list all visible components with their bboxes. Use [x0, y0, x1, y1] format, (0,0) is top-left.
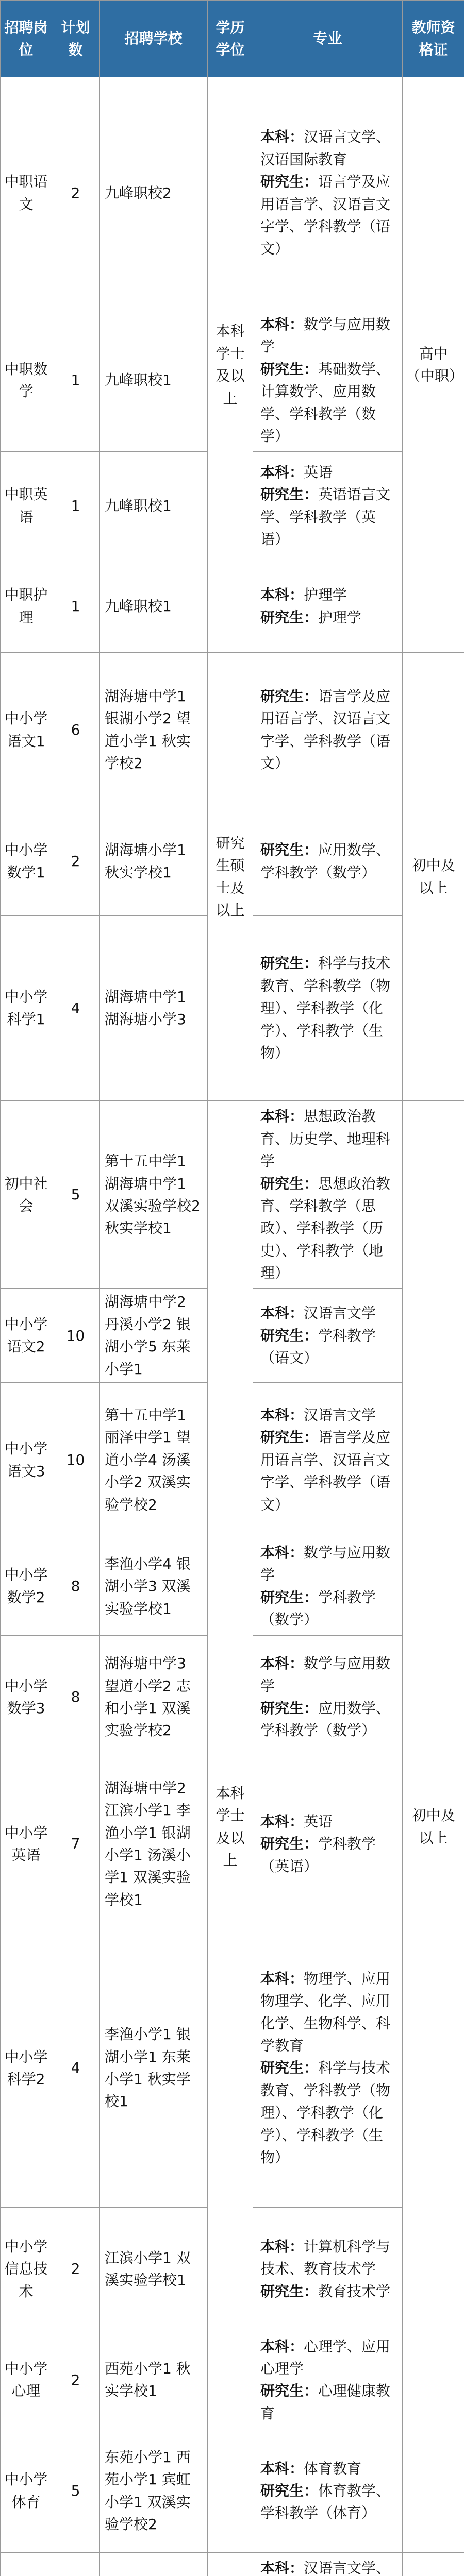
position-cell: 中职英语: [1, 452, 52, 560]
school-cell: 九峰职校1: [100, 452, 208, 560]
major-text: 英语: [304, 464, 333, 481]
header-education: 学历学位: [208, 1, 253, 77]
position-cell: 中小学信息技术: [1, 2207, 52, 2331]
major-text: 基础数学、计算数学、应用数学、学科教学（数学）: [260, 360, 391, 445]
major-text: 英语语言文学、学科教学（英语）: [260, 486, 391, 548]
header-certificate: 教师资格证: [403, 1, 464, 77]
major-cell: [253, 2429, 403, 2553]
major-line: [260, 1105, 396, 1172]
major-line: [260, 952, 396, 1064]
major-label: 研究生：: [260, 1835, 319, 1853]
school-cell: 东苑小学1 西苑小学1 宾虹小学1 双溪实验学校2: [100, 2429, 208, 2553]
major-cell: [253, 2207, 403, 2331]
school-cell: [100, 2553, 208, 2576]
major-line: [260, 2380, 396, 2425]
major-text: 物理学、应用物理学、化学、应用化学、生物科学、科学教育: [260, 1970, 391, 2054]
major-line: [260, 2480, 396, 2524]
major-line: [260, 1697, 396, 1742]
table-row: [1, 1101, 464, 1289]
school-cell: 九峰职校1: [100, 560, 208, 653]
school-cell: 江滨小学1 双溪实验学校1: [100, 2207, 208, 2331]
certificate-cell: 初中及以上: [403, 653, 464, 1101]
table-body: [1, 77, 464, 2576]
major-line: [260, 1652, 396, 1697]
major-line: [260, 1810, 396, 1833]
major-line: [260, 1302, 396, 1324]
major-label: 研究生：: [260, 1327, 319, 1344]
count-cell: 5: [52, 2429, 100, 2553]
table-row: [1, 77, 464, 309]
major-label: 研究生：: [260, 841, 319, 859]
major-label: 研究生：: [260, 2059, 319, 2077]
major-text: 汉语言文学: [304, 1304, 376, 1322]
major-text: 汉语言文学、汉语国际教育: [260, 128, 391, 168]
major-text: 思想政治教育、学科教学（思政）、学科教学（历史）、学科教学（地理）: [260, 1175, 391, 1282]
major-label: 研究生：: [260, 955, 319, 972]
header-major: 专业: [253, 1, 403, 77]
school-cell: 九峰职校2: [100, 77, 208, 309]
major-label: 研究生：: [260, 1700, 319, 1717]
certificate-cell: 高中（中职）: [403, 77, 464, 653]
count-cell: 7: [52, 1759, 100, 1929]
major-label: 本科：: [260, 464, 304, 481]
major-label: 本科：: [260, 586, 304, 604]
certificate-cell: [403, 2553, 464, 2576]
major-cell: [253, 77, 403, 309]
position-cell: 中小学科学2: [1, 1929, 52, 2207]
major-label: 研究生：: [260, 1175, 319, 1192]
position-cell: 中职语文: [1, 77, 52, 309]
major-text: 语言学及应用语言学、汉语言文字学、学科教学（语文）: [260, 173, 391, 258]
school-cell: 李渔小学1 银湖小学1 东莱小学1 秋实学校1: [100, 1929, 208, 2207]
position-cell: 中小学语文3: [1, 1383, 52, 1537]
position-cell: 中小学数学1: [1, 807, 52, 916]
position-cell: 中小学数学2: [1, 1537, 52, 1636]
major-label: 本科：: [260, 1655, 304, 1672]
count-cell: 2: [52, 2207, 100, 2331]
count-cell: 2: [52, 2331, 100, 2429]
major-label: 研究生：: [260, 2282, 319, 2300]
major-label: 本科：: [260, 2460, 304, 2477]
major-text: 体育教育: [304, 2460, 362, 2477]
major-text: 科学与技术教育、学科教学（物理）、学科教学（化学）、学科教学（生物）: [260, 2059, 391, 2166]
major-cell: [253, 916, 403, 1101]
major-line: [260, 2335, 396, 2380]
position-cell: 初中社会: [1, 1101, 52, 1289]
major-cell: [253, 1537, 403, 1636]
table-header-row: [1, 1, 464, 77]
major-line: [260, 483, 396, 550]
count-cell: 1: [52, 560, 100, 653]
major-cell: [253, 452, 403, 560]
major-label: 研究生：: [260, 173, 319, 191]
school-cell: 九峰职校1: [100, 309, 208, 452]
major-label: 本科：: [260, 1813, 304, 1830]
header-position: 招聘岗位: [1, 1, 52, 77]
education-cell: 本科学士及以上: [208, 1101, 253, 2553]
major-line: [260, 171, 396, 260]
table-row: [1, 653, 464, 807]
major-label: 研究生：: [260, 1588, 319, 1606]
major-cell: [253, 2553, 403, 2576]
position-cell: 中小学心理: [1, 2331, 52, 2429]
school-cell: 第十五中学1 丽泽中学1 望道小学4 汤溪小学2 双溪实验学校2: [100, 1383, 208, 1537]
major-text: 数学与应用数学: [260, 1655, 391, 1694]
position-cell: 中小学英语: [1, 1759, 52, 1929]
major-cell: [253, 560, 403, 653]
major-line: [260, 685, 396, 775]
major-label: 本科：: [260, 1406, 304, 1424]
major-cell: [253, 1383, 403, 1537]
position-cell: 中小学数学3: [1, 1635, 52, 1759]
school-cell: 湖海塘中学3 望道小学2 志和小学1 双溪实验学校2: [100, 1635, 208, 1759]
position-cell: 中小学语文2: [1, 1289, 52, 1383]
major-line: [260, 126, 396, 171]
major-text: 心理健康教育: [260, 2382, 391, 2422]
certificate-cell: 初中及以上: [403, 1101, 464, 2553]
major-label: 本科：: [260, 128, 304, 146]
major-text: 护理学: [318, 608, 362, 626]
major-cell: [253, 1759, 403, 1929]
major-label: 研究生：: [260, 2382, 319, 2400]
major-cell: [253, 1635, 403, 1759]
major-text: 应用数学、学科教学（数学）: [260, 841, 391, 881]
major-line: [260, 1968, 396, 2057]
major-text: 思想政治教育、历史学、地理科学: [260, 1108, 391, 1170]
count-cell: 2: [52, 807, 100, 916]
count-cell: 5: [52, 1101, 100, 1289]
major-text: 数学与应用数学: [260, 316, 391, 355]
major-text: 应用数学、学科教学（数学）: [260, 1700, 391, 1739]
major-label: 本科：: [260, 1304, 304, 1322]
major-text: 语言学及应用语言学、汉语言文字学、学科教学（语文）: [260, 688, 391, 772]
major-label: 研究生：: [260, 608, 319, 626]
major-line: [260, 1404, 396, 1426]
major-line: [260, 358, 396, 448]
count-cell: 6: [52, 653, 100, 807]
major-text: 汉语言文学: [304, 1406, 376, 1424]
major-text: 语言学及应用语言学、汉语言文字学、学科教学（语文）: [260, 1429, 391, 1513]
header-school: 招聘学校: [100, 1, 208, 77]
major-line: [260, 1586, 396, 1631]
major-line: [260, 1173, 396, 1284]
education-cell: 研究生硕士及以上: [208, 653, 253, 1101]
count-cell: 2: [52, 77, 100, 309]
major-text: 英语: [304, 1813, 333, 1830]
major-line: [260, 2458, 396, 2480]
major-cell: [253, 807, 403, 916]
major-line: [260, 313, 396, 358]
major-line: [260, 1833, 396, 1877]
major-label: 研究生：: [260, 1429, 319, 1446]
major-label: 研究生：: [260, 688, 319, 705]
major-text: 科学与技术教育、学科教学（物理）、学科教学（化学）、学科教学（生物）: [260, 955, 391, 1061]
education-cell: [208, 2553, 253, 2576]
major-cell: [253, 1289, 403, 1383]
major-text: 汉语言文学、: [304, 2560, 391, 2576]
major-text: 数学与应用数学: [260, 1544, 391, 1584]
major-text: 体育教学、学科教学（体育）: [260, 2482, 391, 2522]
major-line: [260, 584, 396, 606]
position-cell: [1, 2553, 52, 2576]
header-count: 计划数: [52, 1, 100, 77]
position-cell: 中职护理: [1, 560, 52, 653]
major-label: 本科：: [260, 2238, 304, 2255]
school-cell: 湖海塘中学1 银湖小学2 望道小学1 秋实学校2: [100, 653, 208, 807]
count-cell: 4: [52, 1929, 100, 2207]
major-cell: [253, 653, 403, 807]
major-cell: [253, 1929, 403, 2207]
major-text: 教育技术学: [318, 2282, 391, 2300]
major-text: 学科教学（数学）: [260, 1588, 376, 1629]
major-line: [260, 606, 396, 629]
major-text: 学科教学（语文）: [260, 1327, 376, 1366]
major-cell: [253, 1101, 403, 1289]
major-label: 本科：: [260, 316, 304, 333]
major-label: 本科：: [260, 2337, 304, 2355]
major-line: [260, 1325, 396, 1369]
major-cell: [253, 309, 403, 452]
count-cell: 1: [52, 452, 100, 560]
count-cell: 10: [52, 1383, 100, 1537]
position-cell: 中小学科学1: [1, 916, 52, 1101]
major-label: 本科：: [260, 1970, 304, 1987]
major-line: [260, 2280, 396, 2302]
school-cell: 湖海塘中学2 江滨小学1 李渔小学1 银湖小学1 汤溪小学1 双溪实验学校1: [100, 1759, 208, 1929]
count-cell: [52, 2553, 100, 2576]
count-cell: 8: [52, 1537, 100, 1636]
major-line: [260, 2235, 396, 2280]
major-label: 本科：: [260, 1544, 304, 1562]
school-cell: 湖海塘中学1 湖海塘小学3: [100, 916, 208, 1101]
major-label: 本科：: [260, 1108, 304, 1125]
major-line: [260, 1426, 396, 1516]
major-line: [260, 2557, 396, 2576]
major-text: 护理学: [304, 586, 347, 604]
education-cell: 本科学士及以上: [208, 77, 253, 653]
major-label: 本科：: [260, 2560, 304, 2576]
major-text: 计算机科学与技术、教育技术学: [260, 2238, 391, 2278]
school-cell: 湖海塘小学1 秋实学校1: [100, 807, 208, 916]
count-cell: 1: [52, 309, 100, 452]
school-cell: 第十五中学1 湖海塘中学1 双溪实验学校2 秋实学校1: [100, 1101, 208, 1289]
position-cell: 中小学语文1: [1, 653, 52, 807]
major-line: [260, 839, 396, 884]
count-cell: 10: [52, 1289, 100, 1383]
table-row: [1, 2553, 464, 2576]
count-cell: 4: [52, 916, 100, 1101]
major-label: 研究生：: [260, 2482, 319, 2499]
major-text: 学科教学（英语）: [260, 1835, 376, 1875]
school-cell: 李渔小学4 银湖小学3 双溪实验学校1: [100, 1537, 208, 1636]
count-cell: 8: [52, 1635, 100, 1759]
major-label: 研究生：: [260, 360, 319, 378]
major-label: 研究生：: [260, 486, 319, 503]
position-cell: 中小学体育: [1, 2429, 52, 2553]
school-cell: 西苑小学1 秋实学校1: [100, 2331, 208, 2429]
major-line: [260, 1541, 396, 1586]
position-cell: 中职数学: [1, 309, 52, 452]
major-text: 心理学、应用心理学: [260, 2337, 391, 2377]
major-line: [260, 2057, 396, 2168]
major-line: [260, 461, 396, 483]
school-cell: 湖海塘中学2 丹溪小学2 银湖小学5 东莱小学1: [100, 1289, 208, 1383]
major-cell: [253, 2331, 403, 2429]
